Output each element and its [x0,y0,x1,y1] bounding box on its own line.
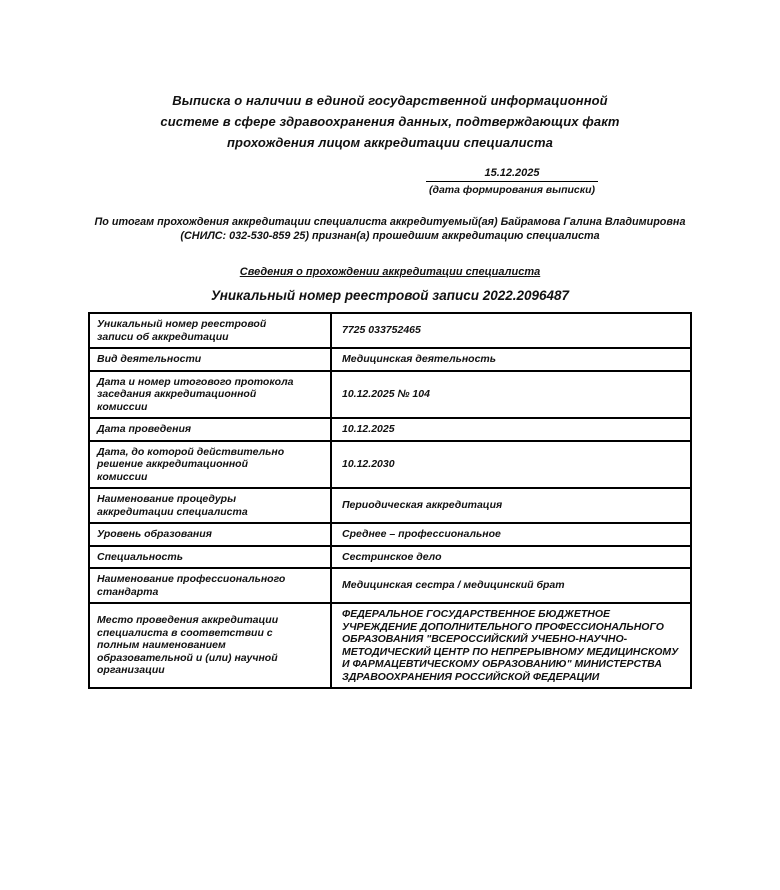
row-label: Уникальный номер реестровой записи об аккредитации [89,313,331,348]
row-value: 10.12.2025 № 104 [331,371,691,419]
row-label: Место проведения аккредитации специалиста в соответствии с полным наименованием образовательной и (или) научной организации [89,603,331,688]
row-value: Медицинская деятельность [331,348,691,371]
table-row [89,313,691,348]
row-label: Наименование процедуры аккредитации специалиста [89,488,331,523]
table-row [89,441,691,489]
row-label: Уровень образования [89,523,331,546]
table-row [89,523,691,546]
table-row [89,488,691,523]
table-row [89,418,691,441]
accreditation-table [88,312,692,689]
row-value: 10.12.2030 [331,441,691,489]
document-title-line: прохождения лицом аккредитации специалиста [227,135,553,150]
row-value: Медицинская сестра / медицинский брат [331,568,691,603]
table-row [89,348,691,371]
generation-date-caption: (дата формирования выписки) [428,184,596,196]
row-label: Специальность [89,546,331,569]
row-value: ФЕДЕРАЛЬНОЕ ГОСУДАРСТВЕННОЕ БЮДЖЕТНОЕ УЧРЕЖДЕНИЕ ДОПОЛНИТЕЛЬНОГО ПРОФЕССИОНАЛЬНОГО ОБРАЗОВАНИЯ "ВСЕРОССИЙСКИЙ УЧЕБНО-НАУЧНО-МЕТОДИЧЕСКИЙ ЦЕНТР ПО НЕПРЕРЫВНОМУ МЕДИЦИНСКОМУ И ФАРМАЦЕВТИЧЕСКОМУ ОБРАЗОВАНИЮ" МИНИСТЕРСТВА ЗДРАВООХРАНЕНИЯ РОССИЙСКОЙ ФЕДЕРАЦИИ [331,603,691,688]
row-label: Дата и номер итогового протокола заседания аккредитационной комиссии [89,371,331,419]
table-row [89,568,691,603]
registry-number-heading: Уникальный номер реестровой записи 2022.2096487 [210,288,570,303]
row-label: Дата проведения [89,418,331,441]
row-label: Дата, до которой действительно решение аккредитационной комиссии [89,441,331,489]
row-label: Наименование профессионального стандарта [89,568,331,603]
generation-date: 15.12.2025 [426,167,598,182]
row-value: Сестринское дело [331,546,691,569]
row-value: 7725 033752465 [331,313,691,348]
row-label: Вид деятельности [89,348,331,371]
document-title-line: системе в сфере здравоохранения данных, подтверждающих факт [160,114,620,129]
row-value: 10.12.2025 [331,418,691,441]
table-row [89,371,691,419]
document-title [140,90,640,153]
row-value: Периодическая аккредитация [331,488,691,523]
table-row [89,603,691,688]
section-heading: Сведения о прохождении аккредитации специалиста [239,266,541,278]
generation-date-block [426,167,598,196]
row-value: Среднее – профессиональное [331,523,691,546]
document-title-line: Выписка о наличии в единой государственной информационной [172,93,608,108]
intro-paragraph: По итогам прохождения аккредитации специалиста аккредитуемый(ая) Байрамова Галина Владимировна (СНИЛС: 032-530-859 25) признан(а) прошедшим аккредитацию специалиста [94,216,686,242]
table-row [89,546,691,569]
